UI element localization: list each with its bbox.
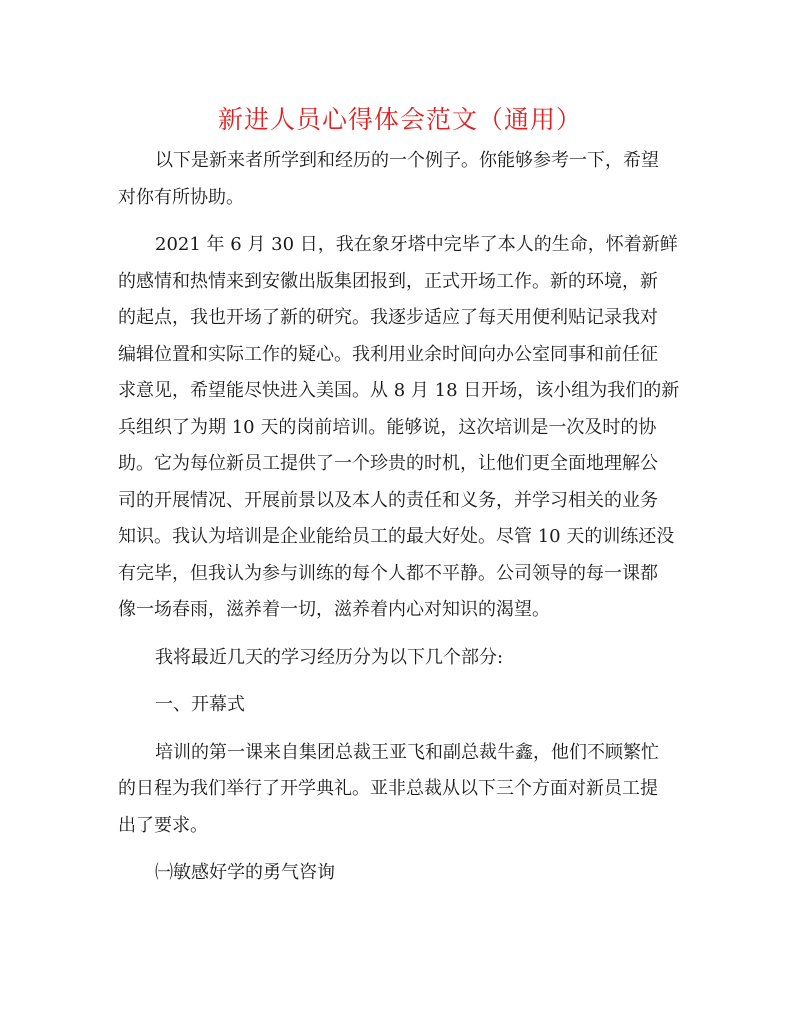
text-line: 知识。我认为培训是企业能给员工的最大好处。尽管 10 天的训练还没: [118, 526, 675, 547]
text-line: 像一场春雨，滋养着一切，滋养着内心对知识的渴望。: [118, 599, 550, 620]
text-line: 对你有所协助。: [118, 186, 244, 208]
text-line: 助。它为每位新员工提供了一个珍贵的时机，让他们更全面地理解公: [118, 453, 658, 474]
subsection-heading: [118, 855, 688, 892]
text-line: 一、开幕式: [155, 694, 245, 715]
text-line: 有完毕，但我认为参与训练的每个人都不平静。公司领导的每一课都: [118, 562, 658, 584]
document-title: 新进人员心得体会范文（通用）: [217, 105, 582, 134]
text-line: 编辑位置和实际工作的疑心。我利用业余时间向办公室同事和前任征: [118, 343, 658, 365]
paragraph-sections-intro: [118, 640, 688, 677]
paragraph-opening-ceremony: [118, 735, 688, 845]
text-line: 出了要求。: [118, 814, 208, 836]
paragraph-experience: [118, 227, 688, 629]
text-line: ㈠敏感好学的勇气咨询: [155, 862, 335, 883]
text-line: 培训的第一课来自集团总裁王亚飞和副总裁牛鑫，他们不顾繁忙: [155, 741, 659, 763]
text-line: 求意见，希望能尽快进入美国。从 8 月 18 日开场，该小组为我们的新: [118, 380, 680, 401]
paragraph-intro: [118, 143, 688, 216]
text-line: 以下是新来者所学到和经历的一个例子。你能够参考一下，希望: [155, 150, 659, 171]
text-line: 的感情和热情来到安徽出版集团报到，正式开场工作。新的环境，新: [118, 270, 658, 292]
text-line: 的日程为我们举行了开学典礼。亚非总裁从以下三个方面对新员工提: [118, 778, 658, 799]
section-heading-opening: [118, 687, 688, 724]
text-line: 我将最近几天的学习经历分为以下几个部分:: [155, 646, 504, 668]
text-line: 兵组织了为期 10 天的岗前培训。能够说，这次培训是一次及时的协: [118, 416, 657, 438]
text-line: 2021 年 6 月 30 日，我在象牙塔中完毕了本人的生命，怀着新鲜: [155, 234, 678, 255]
document-body: [118, 143, 688, 903]
text-line: 的起点，我也开场了新的研究。我逐步适应了每天用便利贴记录我对: [118, 307, 658, 328]
text-line: 司的开展情况、开展前景以及本人的责任和义务，并学习相关的业务: [118, 489, 658, 511]
